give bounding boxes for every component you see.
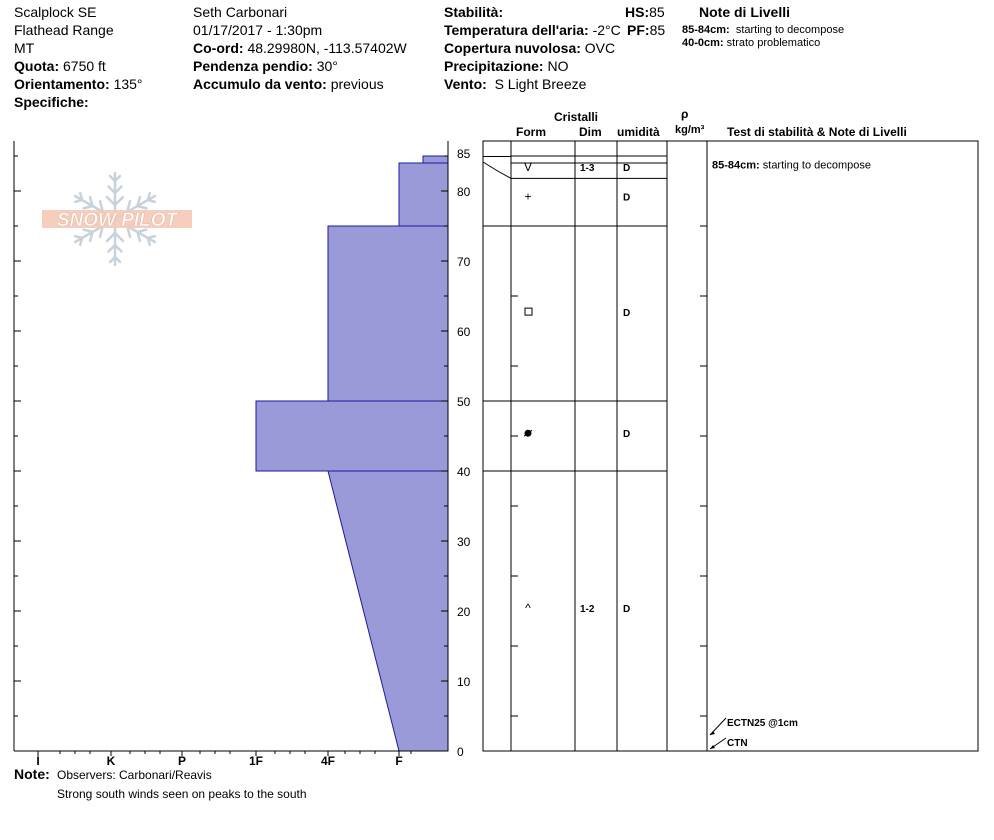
crystals-header: Cristalli	[554, 110, 599, 124]
cloud-label: Copertura nuvolosa:	[444, 40, 581, 56]
stability-tests	[710, 718, 798, 749]
moisture-header: umidità	[617, 125, 660, 139]
elevation-value: 6750 ft	[63, 58, 106, 74]
form-header: Form	[516, 125, 546, 139]
stability-label: Stabilità:	[444, 4, 504, 20]
depth-label: 60	[457, 325, 471, 339]
hardness-layer-0	[423, 156, 448, 163]
depth-label: 50	[457, 395, 471, 409]
coord-label: Co-ord:	[193, 40, 244, 56]
hs-value: 85	[649, 4, 665, 20]
depth-axis-labels	[457, 147, 471, 759]
wind-loading-value: previous	[330, 76, 384, 92]
depth-label: 80	[457, 185, 471, 199]
form-symbol	[525, 308, 532, 315]
observation-datetime: 01/17/2017 - 1:30pm	[193, 22, 323, 38]
test-label: CTN	[727, 738, 748, 749]
layer-note-1-text: starting to decompose	[735, 24, 845, 36]
observer-name: Seth Carbonari	[193, 4, 288, 20]
layer-note-description: starting to decompose	[759, 159, 871, 172]
size-value: 1-3	[580, 163, 595, 175]
elevation-label: Quota:	[14, 58, 60, 74]
hardness-axis-labels	[36, 751, 411, 768]
hardness-layer-4	[328, 471, 448, 751]
aspect-label: Orientamento:	[14, 76, 110, 92]
hardness-label: F	[395, 754, 403, 768]
wind-loading-label: Accumulo da vento:	[193, 76, 327, 92]
specifics-label: Specifiche:	[14, 94, 89, 110]
moisture-value: D	[623, 192, 631, 204]
layer-note-2-range: 40-0cm:	[682, 37, 724, 49]
slope-label: Pendenza pendio:	[193, 58, 313, 74]
note-line-2: Strong south winds seen on peaks to the south	[57, 787, 307, 801]
depth-label: 70	[457, 255, 471, 269]
test-label: ECTN25 @1cm	[727, 718, 798, 729]
slope-value: 30°	[316, 58, 338, 74]
size-header: Dim	[579, 125, 602, 139]
density-unit: kg/m³	[675, 124, 705, 136]
size-value: 1-2	[580, 604, 595, 616]
hardness-profile	[256, 156, 448, 751]
hardness-label: I	[36, 754, 40, 768]
depth-label: 20	[457, 605, 471, 619]
moisture-value: D	[623, 163, 631, 175]
depth-label: 40	[457, 465, 471, 479]
note-line-1: Observers: Carbonari/Reavis	[57, 768, 212, 782]
hardness-layer-2	[328, 226, 448, 401]
moisture-value: D	[623, 429, 631, 441]
pf-label: PF:	[627, 22, 650, 38]
mountain-range: Flathead Range	[14, 22, 114, 38]
wind-value: S Light Breeze	[494, 76, 587, 92]
wind-label: Vento:	[444, 76, 487, 92]
coord-value: 48.29980N, -113.57402W	[247, 40, 407, 56]
pf-value: 85	[649, 22, 666, 38]
air-temp-value: -2°C	[592, 22, 621, 38]
test-arrowhead	[710, 731, 715, 735]
hardness-label: 1F	[248, 754, 264, 768]
moisture-value: D	[623, 604, 631, 616]
layer-table-frame	[483, 141, 978, 751]
form-symbol: ^	[525, 601, 531, 616]
layer-notes-title: Note di Livelli	[699, 4, 791, 20]
hardness-label: 4F	[320, 754, 336, 768]
layer-note-2-text: strato problematico	[726, 37, 821, 49]
tests-header: Test di stabilità & Note di Livelli	[727, 125, 907, 139]
air-temp-label: Temperatura dell'aria:	[444, 22, 589, 38]
logo-text: SNOW PILOT	[56, 210, 178, 231]
density-symbol: ρ	[681, 107, 689, 121]
cloud-value: OVC	[584, 40, 616, 56]
location-name: Scalplock SE	[14, 4, 97, 20]
layer-note-range: 85-84cm:	[712, 159, 760, 172]
hardness-label: K	[106, 754, 116, 768]
hs-label: HS:	[625, 4, 650, 20]
depth-label: 85	[457, 147, 471, 161]
hardness-layer-3	[256, 401, 448, 471]
note-label: Note:	[14, 766, 50, 782]
layer-rows	[483, 156, 871, 615]
aspect-value: 135°	[113, 76, 143, 92]
precip-value: NO	[547, 58, 569, 74]
layer-note-text	[712, 160, 871, 172]
layer-connector	[483, 162, 511, 178]
state: MT	[14, 40, 35, 56]
form-symbol: V	[523, 160, 533, 175]
layer-note-1-range: 85-84cm:	[682, 24, 730, 36]
depth-label: 0	[457, 745, 464, 759]
hardness-layer-1	[399, 163, 448, 226]
form-symbol: +	[524, 189, 532, 204]
depth-label: 30	[457, 535, 471, 549]
moisture-value: D	[623, 308, 631, 320]
precip-label: Precipitazione:	[444, 58, 544, 74]
hardness-label: P	[177, 754, 187, 768]
depth-label: 10	[457, 675, 471, 689]
